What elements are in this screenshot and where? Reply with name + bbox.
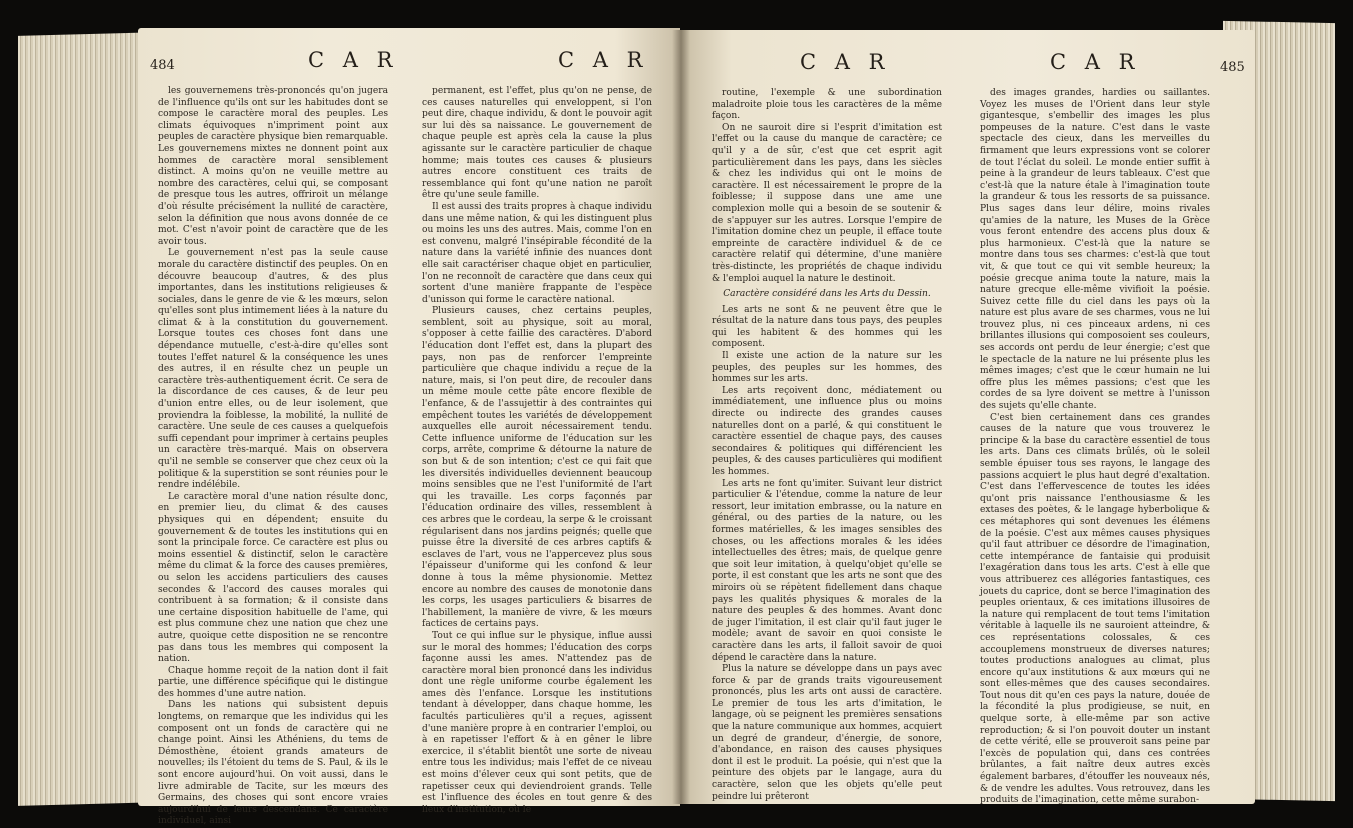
left-page-column-1 (158, 86, 388, 827)
paragraph: les gouvernemens très-prononcés qu'on jugera de l'influence qu'ils ont sur les habitudes dont se compose le caractère moral des peuples. Les climats équivoques n'impriment point aux peuples de caractère physique bien remarquable. Les gouvernemens mixtes ne donnent point aux hommes de caractère moral sensiblement distinct. A moins qu'on ne veuille mettre au nombre des caractères, celui qui, se composant de presque tous les autres, offriroit un mélange d'où résulte précisément la nullité de caractère, selon la définition que nous avons donnée de ce mot. C'est n'avoir point de caractère que de les avoir tous. (158, 86, 388, 247)
left-page-edges (18, 32, 158, 806)
paragraph: Chaque homme reçoit de la nation dont il fait partie, une différence spécifique qui le distingue des hommes d'une autre nation. (158, 665, 388, 699)
paragraph: Les arts ne sont & ne peuvent être que le résultat de la nature dans tous pays, des peuples qui les habitent & des hommes qui les composent. (712, 304, 942, 350)
left-page-header (138, 48, 680, 74)
right-page (680, 30, 1255, 804)
left-page (138, 28, 680, 827)
paragraph: Les arts reçoivent donc, médiatement ou immédiatement, une influence plus ou moins directe ou indirecte des grandes causes naturelles dont on a parlé, & qui constituent le caractère essentiel de chaque pays, des causes secondaires & politiques qui différencient les peuples, & des causes particulières qui modifient les hommes. (712, 385, 942, 477)
right-page-column-1 (712, 88, 942, 802)
right-page-header (680, 50, 1255, 76)
left-page-column-2 (422, 86, 652, 815)
right-running-head-1: C A R (800, 50, 891, 74)
paragraph: Le gouvernement n'est pas la seule cause morale du caractère distinctif des peuples. On en découvre beaucoup d'autres, & des plus importantes, dans les institutions religieuses & sociales, dans le genre de vie & les mœurs, selon qu'elles sont plus intimement liées à la nature du climat & à la constitution du gouvernement. Lorsque toutes ces choses font dans une dépendance mutuelle, c'est-à-dire qu'elles sont toutes l'effet naturel & la conséquence les unes des autres, il en résulte chez un peuple un caractère très-authentiquement écrit. Ce sera de la discordance de ces causes, & de leur peu d'union entre elles, ou de leur isolement, que proviendra la foiblesse, la mobilité, la nullité de caractère. Une seule de ces causes a quelquefois suffi cependant pour imprimer à certains peuples un caractère très-marqué. Mais on observera qu'il ne semble se conserver que chez ceux où la politique & la superstition se sont réunies pour le rendre indélébile. (158, 248, 388, 491)
paragraph: On ne sauroit dire si l'esprit d'imitation est l'effet ou la cause du manque de caractère; ce qu'il y a de sûr, c'est que cet esprit agit particulièrement dans les pays, dans les siècles & chez les individus qui ont le moins de caractère. Il est nécessairement le propre de la foiblesse; il suppose dans une ame une complexion molle qui a besoin de se soutenir & de s'appuyer sur les autres. Lorsque l'empire de l'imitation domine chez un peuple, il efface toute empreinte de caractère individuel & de ce caractère relatif qui détermine, d'une manière très-distincte, les propriétés de chaque individu & l'emploi auquel la nature le destinoit. (712, 122, 942, 284)
paragraph: Plus la nature se développe dans un pays avec force & par de grands traits vigoureusement prononcés, plus les arts ont aussi de caractère. Le premier de tous les arts d'imitation, le langage, où se peignent les premières sensations que la nature communique aux hommes, acquiert un degré de grandeur, d'énergie, de sonore, d'abondance, en raison des causes physiques dont il est le produit. La poésie, qui n'est que la peinture des objets par le langage, aura du caractère, selon que les objets qu'elle peut peindre lui prêteront (712, 664, 942, 802)
paragraph: Plusieurs causes, chez certains peuples, semblent, soit au physique, soit au moral, s'opposer à cette faillie des caractères. D'abord l'éducation dont l'effet est, dans la plupart des pays, non pas de renforcer l'empreinte particulière que chaque individu a reçue de la nature, mais, si l'on peut dire, de recouler dans un même moule cette pâte encore flexible de l'enfance, & de l'assujettir à des contraintes qui empêchent toutes les variétés de développement auxquelles elle auroit nécessairement tendu. Cette influence uniforme de l'éducation sur les corps, arrête, comprime & détourne la nature de son but & de son intention; c'est ce qui fait que les diversités individuelles deviennent beaucoup moins sensibles que ne l'est l'uniformité de l'art qui les travaille. Les corps façonnés par l'éducation ordinaire des villes, ressemblent à ces arbres que le cordeau, la serpe & le croissant régularisent dans nos jardins peignés; quelle que puisse être la diversité de ces arbres captifs & esclaves de l'art, vous ne l'appercevez plus sous l'épaisseur d'uniforme qui les confond & leur donne à tous la même physionomie. Mettez encore au nombre des causes de monotonie dans les corps, les usages particuliers & bisarres de l'habillement, la manière de vivre, & les mœurs factices de certains pays. (422, 306, 652, 630)
paragraph: Le caractère moral d'une nation résulte donc, en premier lieu, du climat & des causes physiques qui en dépendent; ensuite du gouvernement & de toutes les institutions qui en sont la principale force. Ce caractère est plus ou moins essentiel & distinctif, selon le caractère même du climat & la force des causes premières, ou selon les accidens particuliers des causes secondes & l'accord des causes morales qui contribuent à sa formation; & il consiste dans une certaine disposition habituelle de l'ame, qui est plus commune chez une nation que chez une autre, quoique cette disposition ne se rencontre pas dans tous les membres qui composent la nation. (158, 491, 388, 665)
paragraph: Il est aussi des traits propres à chaque individu dans une même nation, & qui les distinguent plus ou moins les uns des autres. Mais, comme l'on en est convenu, malgré l'insépirable fécondité de la nature dans la variété infinie des nuances dont elle sait caractériser chaque objet en particulier, l'on ne reconnoît de caractère que dans ceux qui sortent d'une manière frappante de l'espèce d'unisson qui forme le caractère national. (422, 201, 652, 305)
right-page-number: 485 (1220, 60, 1245, 75)
paragraph: Dans les nations qui subsistent depuis longtems, on remarque que les individus qui les composent ont un fonds de caractère qui ne change point. Ainsi les Athéniens, du tems de Démosthène, étoient grands amateurs de nouvelles; ils l'étoient du tems de S. Paul, & ils le sont encore aujourd'hui. On voit aussi, dans le livre admirable de Tacite, sur les mœurs des Germains, des choses qui sont encore vraies aujourd'hui de leurs descendans. Ce caractère individuel, ainsi (158, 700, 388, 827)
right-running-head-2: C A R (1050, 50, 1141, 74)
book-gutter (672, 30, 690, 804)
paragraph: routine, l'exemple & une subordination maladroite ploie tous les caractères de la même façon. (712, 88, 942, 122)
left-page-number: 484 (150, 58, 175, 73)
paragraph: Les arts ne font qu'imiter. Suivant leur district particulier & l'étendue, comme la nature de leur ressort, leur imitation embrasse, ou la nature en général, ou des parties de la nature, ou les formes matérielles, & les images sensibles des choses, ou les affections morales & les idées intellectuelles des êtres; mais, de quelque genre que soit leur imitation, à quelqu'objet qu'elle se porte, il est constant que les arts ne sont que des miroirs où se répètent fidellement dans chaque pays les qualités physiques & morales de la nature des peuples & des hommes. Avant donc de juger l'imitation, il est clair qu'il faut juger le modèle; avant de savoir en quoi consiste le caractère dans les arts, il falloit savoir de quoi dépend le caractère dans la nature. (712, 478, 942, 663)
left-running-head-2: C A R (558, 48, 649, 72)
paragraph: des images grandes, hardies ou saillantes. Voyez les muses de l'Orient dans leur style gigantesque, s'embellir des images les plus pompeuses de la nature. C'est dans le vaste spectacle des cieux, dans les merveilles du firmament que leurs expressions vont se colorer de tout l'éclat du soleil. Le monde entier suffit à peine à la grandeur de leurs tableaux. C'est que c'est-là que la nature étale à l'imagination toute la grandeur & tous les ressorts de sa puissance. Plus sages dans leur délire, moins rivales qu'amies de la nature, les Muses de la Grèce vous feront entendre des accens plus doux & plus harmonieux. C'est-là que la nature se montre dans tous ses charmes: c'est-là que tout vit, & que tout ce qui vit semble heureux; la poésie grecque anima toute la nature, mais la nature grecque elle-même vivifioit la poésie. Suivez cette fille du ciel dans les pays où la nature est plus avare de ses charmes, vous ne lui trouvez plus, ni ces pinceaux ardens, ni ces brillantes illusions qui composoient ses couleurs, ses accords ont perdu de leur énergie; c'est que le spectacle de la nature ne lui présente plus les mêmes images; c'est que le cœur humain ne lui offre plus les mêmes passions; c'est que les cordes de sa lyre doivent se mettre à l'unisson des sujets qu'elle chante. (980, 88, 1210, 412)
right-page-column-2 (980, 88, 1210, 806)
left-running-head-1: C A R (308, 48, 399, 72)
paragraph: C'est bien certainement dans ces grandes causes de la nature que vous trouverez le principe & la base du caractère essentiel de tous les arts. Dans ces climats brûlés, où le soleil semble épuiser tous ses rayons, le langage des passions acquiert le plus haut degré d'exaltation. C'est dans l'effervescence de toutes les idées qu'ont pris naissance l'enthousiasme & les extases des poètes, & le langage hyberbolique & ces métaphores qui sont devenues les élémens de la poésie. C'est aux mêmes causes physiques qu'il faut attribuer ce désordre de l'imagination, cette intempérance de fantaisie qui produisit l'exagération dans tous les arts. C'est à elle que vous attribuerez ces allégories fantastiques, ces jouets du caprice, dont se berce l'imagination des peuples orientaux, & ces imitations illusoires de la nature qui remplacent de tout tems l'imitation véritable à laquelle ils ne sauroient atteindre, & ces représentations colossales, & ces accouplemens monstrueux de diverses natures; toutes productions analogues au climat, plus encore qu'aux institutions & aux mœurs qui ne sont elles-mêmes que des causes secondaires. Tout nous dit qu'en ces pays la nature, douée de la fécondité la plus prodigieuse, se nuit, en quelque sorte, à elle-même par son active reproduction; & si l'on pouvoit douter un instant de cette vérité, elle se prouveroit sans peine par l'excès de population qui, dans ces contrées brûlantes, a fait naître deux autres excès également barbares, d'étouffer les nouveaux nés, & de vendre les adultes. Vous retrouvez, dans les produits de l'imagination, cette même surabon- (980, 412, 1210, 806)
paragraph: Il existe une action de la nature sur les peuples, des peuples sur les hommes, des hommes sur les arts. (712, 351, 942, 385)
paragraph: Tout ce qui influe sur le physique, influe aussi sur le moral des hommes; l'éducation des corps façonne aussi les ames. N'attendez pas de caractère moral bien prononcé dans les individus dont une règle uniforme courbe également les ames dès l'enfance. Lorsque les institutions tendant à développer, dans chaque homme, les facultés particulières qu'il a reçues, agissent d'une manière propre à en contrarier l'emploi, ou à en rapetisser l'effort & à en gêner le libre exercice, il s'établit bientôt une sorte de niveau entre tous les individus; mais l'effet de ce niveau est moins d'élever ceux qui sont petits, que de rapetisser ceux qui deviendroient grands. Telle est l'influence des écoles en tout genre & des lieux d'institution, où le (422, 630, 652, 815)
paragraph: permanent, est l'effet, plus qu'on ne pense, de ces causes naturelles qui enveloppent, si l'on peut dire, chaque individu, & dont le pouvoir agit sur lui dès sa naissance. Le gouvernement de chaque peuple est après cela la cause la plus agissante sur le caractère particulier de chaque homme; mais toutes ces causes & plusieurs autres encore constituent ces traits de ressemblance qui font qu'une nation ne paroît être qu'une seule famille. (422, 86, 652, 201)
section-subheading: Caractère considéré dans les Arts du Dessin. (723, 289, 931, 300)
